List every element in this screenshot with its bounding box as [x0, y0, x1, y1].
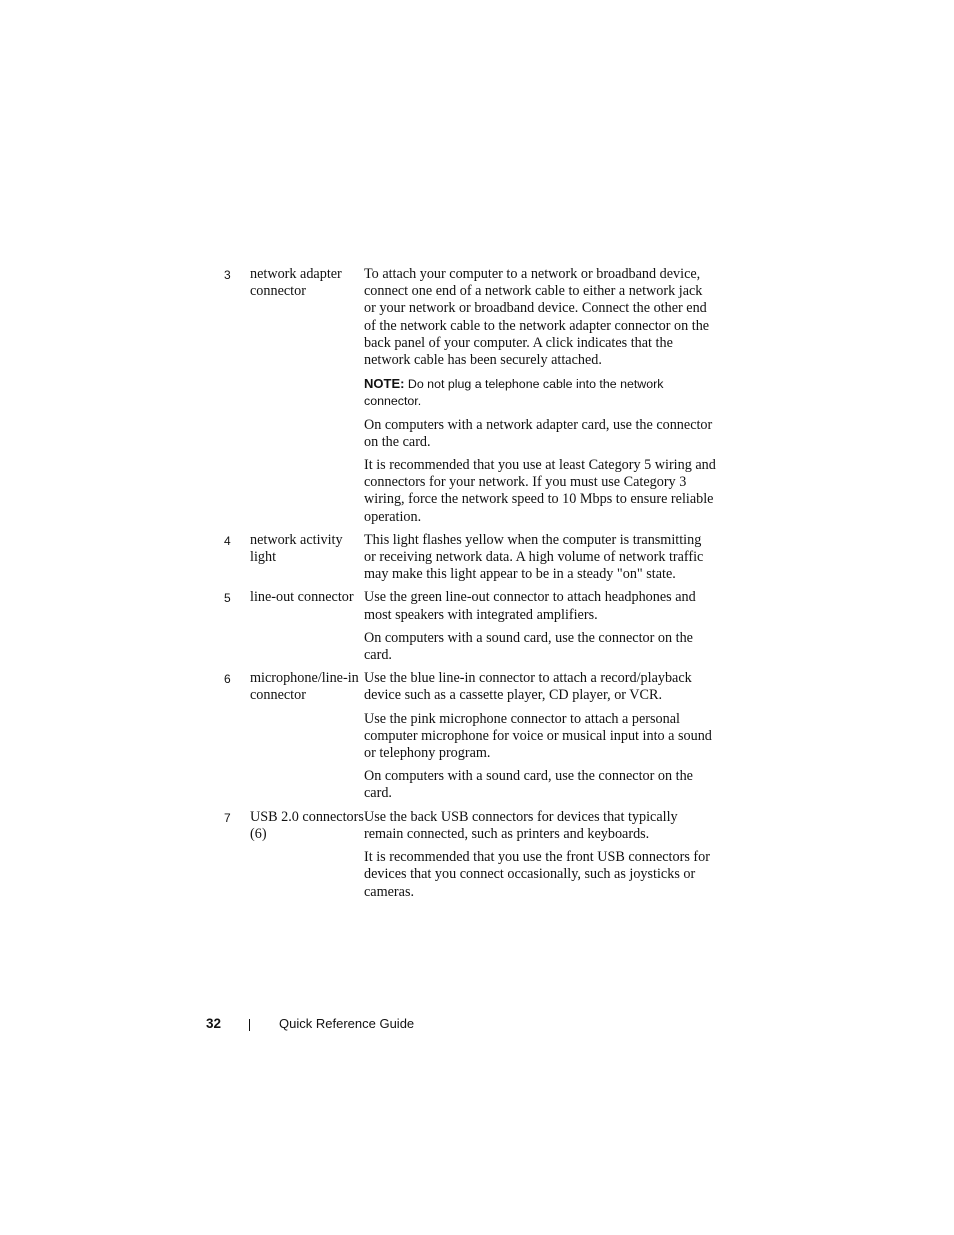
description-paragraph: Use the back USB connectors for devices that typically remain connected, such as printers and keyboards. [364, 808, 678, 842]
item-number: 4 [224, 533, 231, 548]
page-footer [206, 1015, 414, 1031]
description-paragraph: It is recommended that you use the front USB connectors for devices that you connect occasionally, such as joysticks or cameras. [364, 849, 710, 900]
item-description [364, 532, 716, 590]
description-paragraph: Use the green line-out connector to attach headphones and most speakers with integrated amplifiers. [364, 589, 696, 623]
table-row [224, 670, 716, 808]
table-row [224, 809, 716, 907]
item-number: 6 [224, 672, 231, 687]
table-row [224, 266, 716, 532]
item-number: 7 [224, 810, 231, 825]
note-label: NOTE: [364, 376, 405, 392]
connector-table [224, 266, 716, 907]
item-description [364, 266, 716, 532]
footer-divider [249, 1019, 250, 1031]
description-paragraph: To attach your computer to a network or broadband device, connect one end of a network cable to either a network jack or your network or broadband device. Connect the other end of the network cable to the network adapter connector on the back panel of your computer. A click indicates that the network cable has been securely attached. [364, 266, 710, 369]
item-name: network activity light [250, 531, 343, 566]
description-paragraph: On computers with a sound card, use the connector on the card. [364, 629, 693, 664]
description-paragraph: Use the pink microphone connector to attach a personal computer microphone for voice or musical input into a sound or telephony program. [364, 710, 712, 762]
item-name: line-out connector [250, 589, 354, 606]
item-number: 3 [224, 268, 231, 282]
description-paragraph: This light flashes yellow when the computer is transmitting or receiving network data. A high volume of network traffic may make this light appear to be in a steady "on" state. [364, 531, 704, 583]
item-number: 5 [224, 591, 231, 606]
description-paragraph: On computers with a network adapter card, use the connector on the card. [364, 416, 713, 450]
item-name: network adapter connector [250, 266, 342, 300]
item-description [364, 670, 716, 808]
item-name: microphone/line-in connector [250, 670, 359, 704]
description-paragraph: Use the blue line-in connector to attach a record/playback device such as a cassette player, CD player, or VCR. [364, 670, 692, 704]
description-paragraph: It is recommended that you use at least Category 5 wiring and connectors for your network. If you must use Category 3 wiring, force the network speed to 10 Mbps to ensure reliable operation. [364, 457, 716, 525]
footer-title: Quick Reference Guide [279, 1015, 415, 1031]
item-description [364, 809, 716, 907]
item-description [364, 589, 716, 670]
description-paragraph: On computers with a sound card, use the connector on the card. [364, 768, 693, 802]
table-row [224, 589, 716, 670]
item-name: USB 2.0 connectors (6) [250, 808, 364, 842]
page-number: 32 [206, 1015, 222, 1031]
table-row [224, 532, 716, 590]
note-text: Do not plug a telephone cable into the network connector. [364, 377, 664, 409]
note [364, 375, 716, 410]
